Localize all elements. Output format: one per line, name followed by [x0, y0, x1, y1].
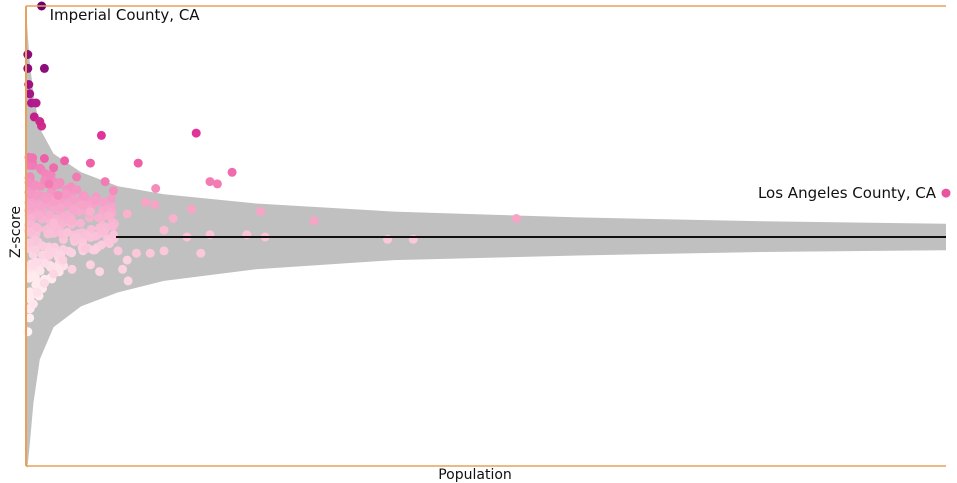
dense-point: [107, 194, 116, 203]
data-point-48: [123, 256, 132, 265]
data-point-3: [23, 64, 32, 73]
annotation-imperial-county: Imperial County, CA: [49, 6, 200, 24]
dense-point: [41, 259, 50, 268]
data-point-45: [132, 249, 141, 258]
data-point-63: [54, 191, 63, 200]
dense-point: [56, 203, 65, 212]
data-point-20: [151, 184, 160, 193]
data-point-22: [72, 172, 81, 181]
data-point-13: [60, 156, 69, 165]
dense-point: [90, 196, 99, 205]
dense-point: [76, 219, 85, 228]
data-point-1: [40, 64, 49, 73]
dense-point: [86, 233, 95, 242]
data-point-26: [150, 200, 159, 209]
dense-point: [31, 181, 40, 190]
data-point-64: [77, 200, 86, 209]
annotation-layer: [50, 6, 937, 202]
data-point-19: [101, 177, 110, 186]
data-point-12: [192, 129, 201, 138]
data-point-44: [146, 249, 155, 258]
data-point-15: [134, 159, 143, 168]
data-point-16: [228, 168, 237, 177]
data-point-61: [942, 189, 951, 198]
data-point-25: [141, 198, 150, 207]
dense-point: [31, 258, 40, 267]
data-points-layer: [23, 2, 950, 337]
data-point-54: [58, 256, 67, 265]
data-point-7: [32, 99, 41, 108]
dense-point: [36, 202, 45, 211]
data-point-28: [256, 207, 265, 216]
dense-point: [80, 193, 89, 202]
data-point-43: [196, 249, 205, 258]
data-point-24: [45, 179, 54, 188]
data-point-52: [95, 267, 104, 276]
data-point-55: [49, 270, 58, 279]
data-point-47: [114, 246, 123, 255]
data-point-30: [512, 214, 521, 223]
data-point-53: [68, 265, 77, 274]
data-point-35: [68, 216, 77, 225]
dense-point: [45, 229, 54, 238]
data-point-51: [124, 276, 133, 285]
data-point-66: [63, 228, 72, 237]
data-point-69: [81, 244, 90, 253]
dense-point: [62, 189, 71, 198]
data-point-57: [33, 288, 42, 297]
y-axis-label: Z-score: [8, 205, 24, 259]
data-point-31: [169, 214, 178, 223]
x-axis-label: Population: [438, 467, 512, 483]
dense-point: [35, 211, 44, 220]
dense-point: [26, 227, 35, 236]
data-point-50: [118, 265, 127, 274]
data-point-70: [45, 251, 54, 260]
data-point-23: [109, 186, 118, 195]
dense-point: [108, 222, 117, 231]
data-point-36: [160, 226, 169, 235]
dense-point: [69, 205, 78, 214]
data-point-62: [40, 154, 49, 163]
data-point-11: [97, 131, 106, 140]
data-point-33: [104, 212, 113, 221]
data-point-68: [104, 237, 113, 246]
data-point-14: [86, 159, 95, 168]
dense-point: [72, 185, 81, 194]
dense-point: [73, 233, 82, 242]
data-point-56: [40, 279, 49, 288]
data-point-34: [86, 207, 95, 216]
annotation-los-angeles-county: Los Angeles County, CA: [757, 184, 936, 203]
data-point-65: [95, 223, 104, 232]
data-point-46: [160, 246, 169, 255]
data-point-49: [86, 260, 95, 269]
data-point-18: [213, 179, 222, 188]
data-point-21: [49, 163, 58, 172]
data-point-67: [49, 219, 58, 228]
data-point-27: [187, 205, 196, 214]
data-point-32: [123, 209, 132, 218]
data-point-58: [29, 300, 38, 309]
data-point-29: [310, 216, 319, 225]
dense-point: [28, 271, 37, 280]
dense-point: [94, 213, 103, 222]
data-point-10: [35, 117, 44, 126]
data-point-2: [23, 50, 32, 59]
data-point-60: [23, 327, 32, 336]
dense-point: [27, 201, 36, 210]
